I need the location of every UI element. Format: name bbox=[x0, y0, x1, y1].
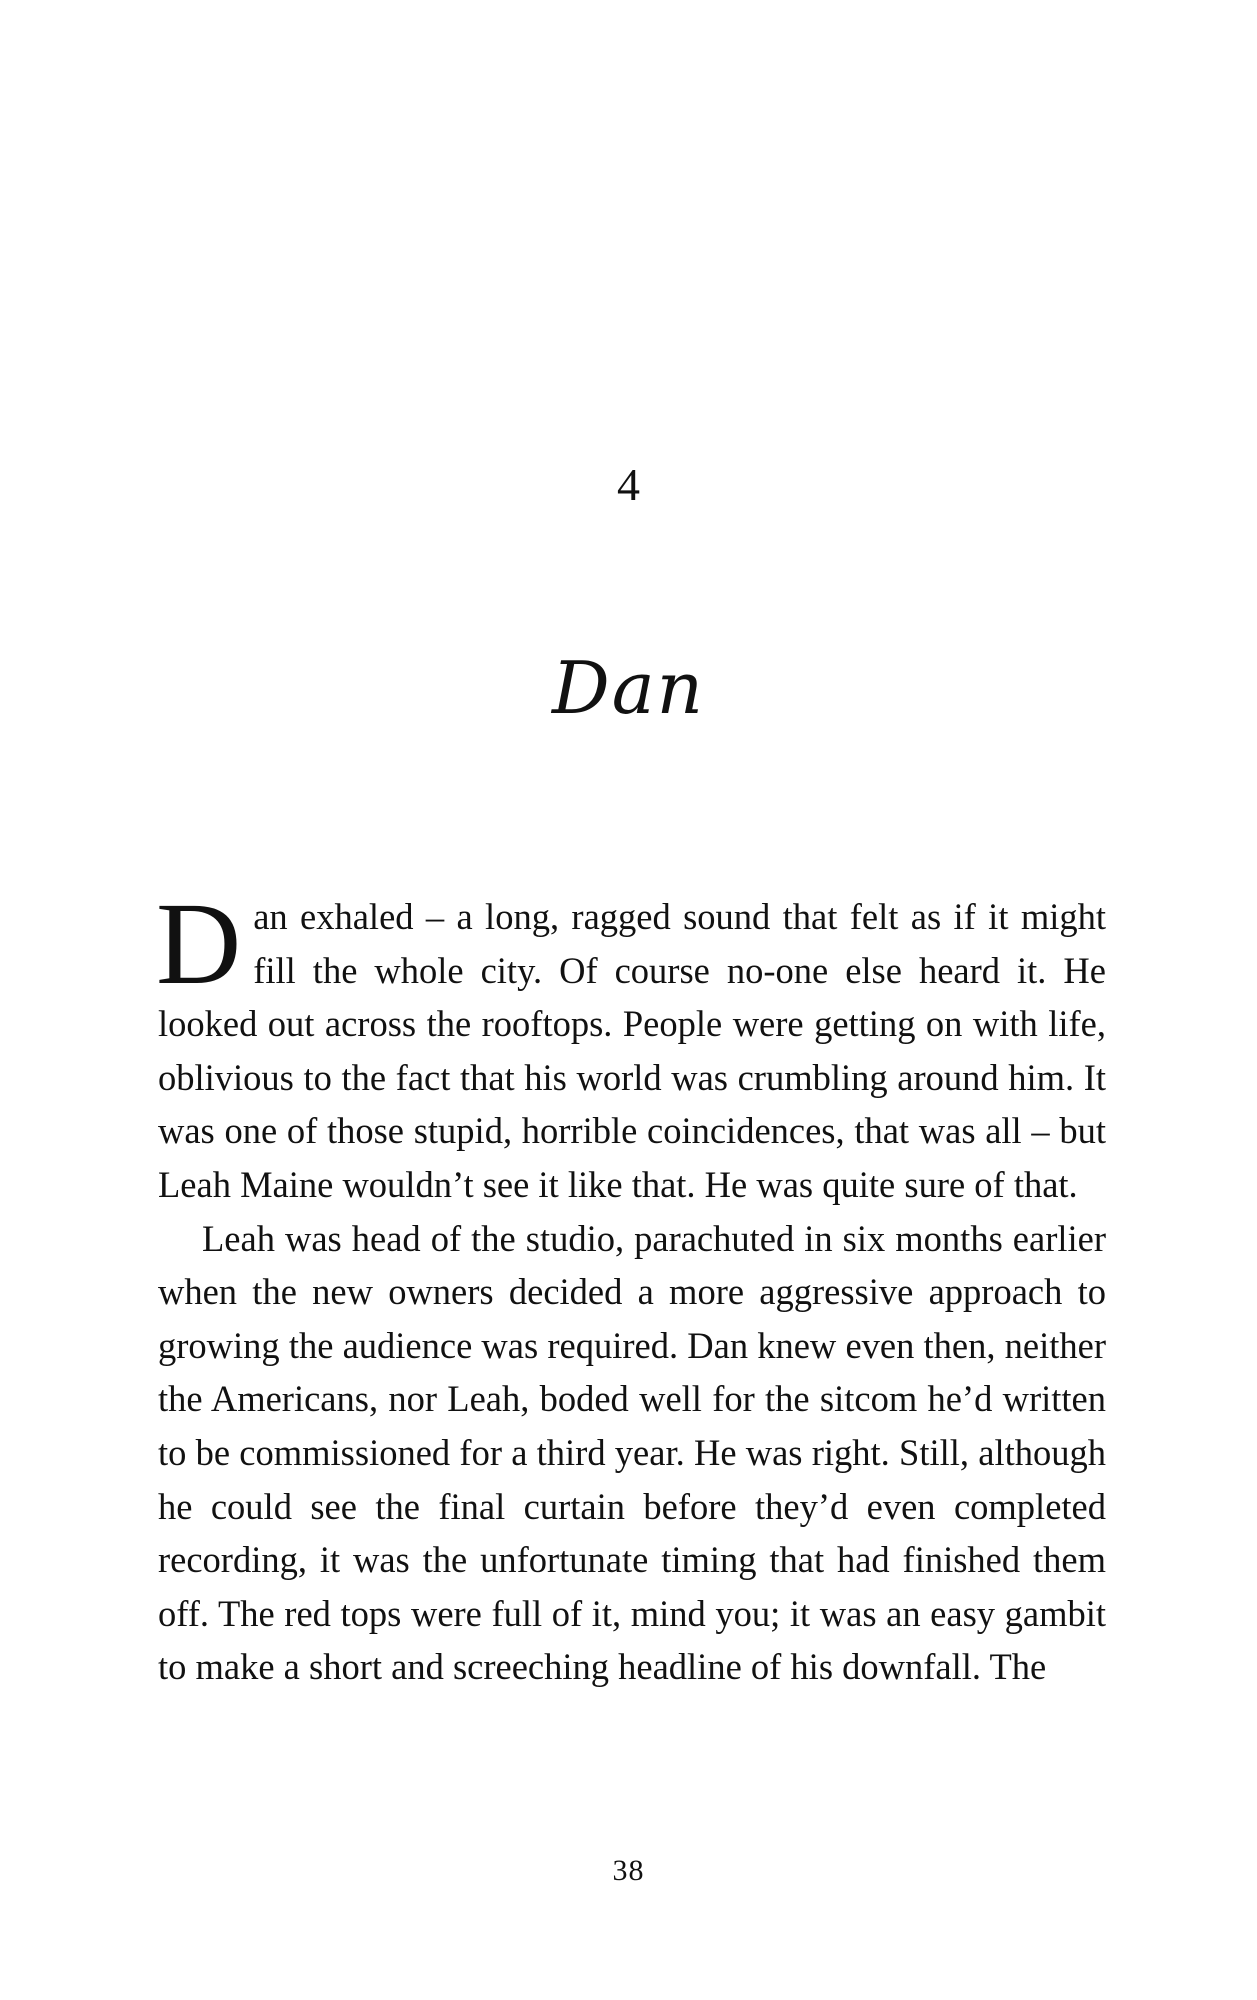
paragraph-1-text: an exhaled – a long, ragged sound that felt as if it might fill the whole city. Of course no-one else heard it. He looked out across the rooftops. People were getting on with life, oblivious to the fact that his world was crumbling around him. It was one of those stupid, horrible coincidences, that was all – but Leah Maine wouldn’t see it like that. He was quite sure of that. bbox=[158, 896, 1106, 1205]
page-number: 38 bbox=[612, 1854, 645, 1887]
drop-cap: D bbox=[156, 878, 242, 1009]
paragraph-2: Leah was head of the studio, parachuted in six months earlier when the new owners decided a more aggressive approach to growing the audience was required. Dan knew even then, neither the Americans, nor Leah, boded well for the sitcom he’d written to be commissioned for a third year. He was right. Still, although he could see the final curtain before they’d even completed recording, it was the unfortunate timing that had finished them off. The red tops were full of it, mind you; it was an easy gambit to make a short and screeching headline of his downfall. The bbox=[158, 1217, 1106, 1688]
paragraph-1 bbox=[156, 878, 1106, 1212]
body-text bbox=[156, 878, 1106, 1694]
chapter-title: Dan bbox=[551, 646, 706, 730]
chapter-number: 4 bbox=[617, 459, 640, 510]
